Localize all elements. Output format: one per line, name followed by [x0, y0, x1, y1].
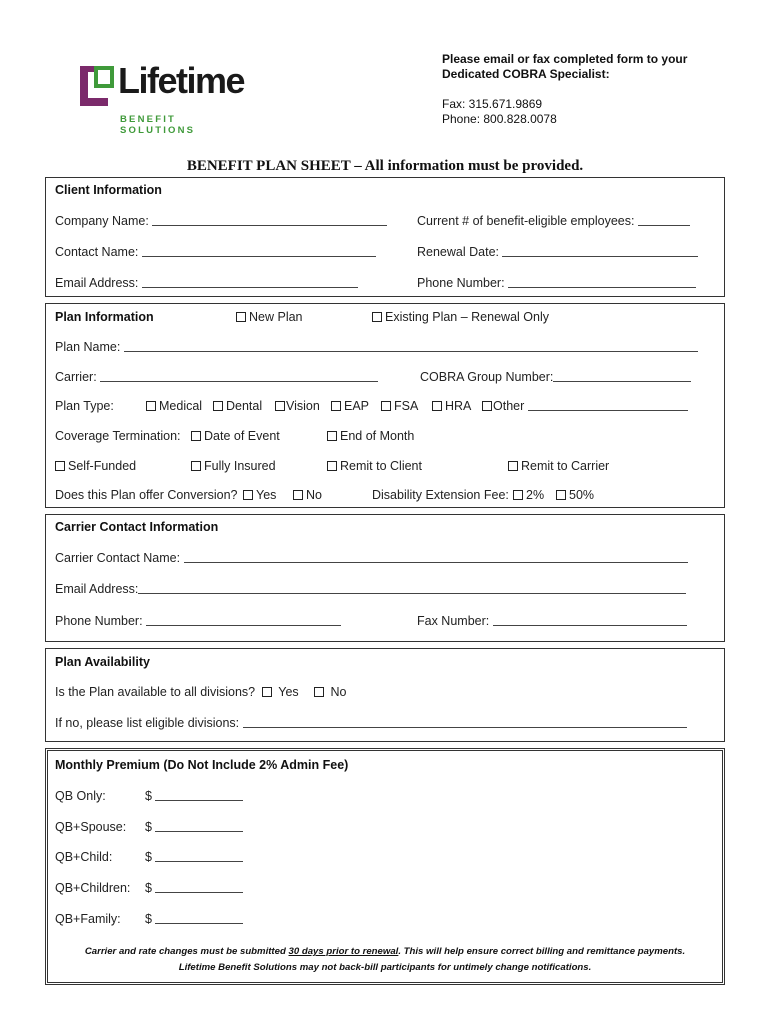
carrier-email-label: Email Address:: [55, 582, 139, 596]
employee-count-label: Current # of benefit-eligible employees:: [417, 214, 635, 228]
self-funded-label: Self-Funded: [68, 459, 137, 473]
premium-row-label: QB+Family:: [55, 912, 121, 926]
fee-2-checkbox[interactable]: [513, 488, 544, 502]
conversion-question: Does this Plan offer Conversion?: [55, 488, 238, 502]
type-dental-checkbox[interactable]: [213, 399, 262, 413]
divisions-no-checkbox[interactable]: [314, 685, 346, 699]
availability-title: Plan Availability: [55, 655, 150, 669]
note-part-2: . This will help ensure correct billing and remittance payments.: [398, 946, 686, 957]
type-medical-label: Medical: [159, 399, 203, 413]
renewal-date-field[interactable]: [417, 245, 698, 259]
carrier-fax-label: Fax Number:: [417, 614, 490, 628]
premium-amount-field[interactable]: [145, 820, 243, 834]
note-part-1: Carrier and rate changes must be submitted: [84, 946, 289, 957]
date-of-event-checkbox[interactable]: [191, 429, 280, 443]
currency-symbol: $: [145, 820, 152, 834]
premium-amount-field[interactable]: [145, 789, 243, 803]
fee-2-label: 2%: [526, 488, 545, 502]
carrier-contact-name-label: Carrier Contact Name:: [55, 551, 181, 565]
currency-symbol: $: [145, 881, 152, 895]
client-phone-label: Phone Number:: [417, 276, 505, 290]
conversion-yes-checkbox[interactable]: [243, 488, 276, 502]
type-fsa-label: FSA: [394, 399, 419, 413]
carrier-phone-label: Phone Number:: [55, 614, 143, 628]
divisions-question: Is the Plan available to all divisions?: [55, 685, 256, 699]
carrier-contact-name-field[interactable]: [55, 551, 688, 565]
carrier-phone-field[interactable]: [55, 614, 341, 628]
type-dental-label: Dental: [226, 399, 263, 413]
disability-fee-label: Disability Extension Fee:: [372, 488, 509, 502]
premium-footnote: [45, 944, 725, 976]
premium-row-label: QB+Children:: [55, 881, 131, 895]
carrier-contact-title: Carrier Contact Information: [55, 520, 219, 534]
currency-symbol: $: [145, 912, 152, 926]
renewal-date-label: Renewal Date:: [417, 245, 499, 259]
type-fsa-checkbox[interactable]: [381, 399, 418, 413]
carrier-label: Carrier:: [55, 370, 97, 384]
phone-number: Phone: 800.828.0078: [442, 112, 557, 126]
type-vision-checkbox[interactable]: [275, 399, 320, 413]
premium-amount-field[interactable]: [145, 850, 243, 864]
plan-type-label: Plan Type:: [55, 399, 114, 413]
divisions-yes-label: Yes: [278, 685, 299, 699]
client-section-title: Client Information: [55, 183, 162, 197]
fully-insured-checkbox[interactable]: [191, 459, 276, 473]
plan-section-title: Plan Information: [55, 310, 154, 324]
self-funded-checkbox[interactable]: [55, 459, 136, 473]
premium-title: Monthly Premium (Do Not Include 2% Admin Fee): [55, 758, 349, 772]
remit-client-checkbox[interactable]: [327, 459, 422, 473]
company-name-field[interactable]: [55, 214, 387, 228]
client-phone-field[interactable]: [417, 276, 696, 290]
group-number-label: COBRA Group Number:: [420, 370, 554, 384]
new-plan-checkbox[interactable]: [236, 310, 303, 324]
submission-instructions: [442, 52, 687, 127]
remit-client-label: Remit to Client: [340, 459, 422, 473]
contact-name-label: Contact Name:: [55, 245, 139, 259]
type-hra-label: HRA: [445, 399, 472, 413]
currency-symbol: $: [145, 789, 152, 803]
company-logo: [80, 60, 250, 136]
type-vision-label: Vision: [286, 399, 320, 413]
contact-name-field[interactable]: [55, 245, 376, 259]
plan-name-field[interactable]: [55, 340, 698, 354]
company-name-label: Company Name:: [55, 214, 149, 228]
new-plan-label: New Plan: [249, 310, 303, 324]
group-number-field[interactable]: [420, 370, 691, 384]
logo-mark-icon: [80, 66, 114, 106]
note-line-2: Lifetime Benefit Solutions may not back-bill participants for untimely change notifications.: [178, 962, 592, 973]
premium-row-label: QB+Spouse:: [55, 820, 127, 834]
end-of-month-checkbox[interactable]: [327, 429, 414, 443]
coverage-termination-label: Coverage Termination:: [55, 429, 181, 443]
remit-carrier-checkbox[interactable]: [508, 459, 609, 473]
eligible-divisions-field[interactable]: [55, 716, 687, 730]
logo-wordmark: Lifetime: [118, 60, 245, 101]
fax-number: Fax: 315.671.9869: [442, 97, 543, 111]
type-other-label: Other: [493, 399, 525, 413]
instruction-line-1: Please email or fax completed form to your: [442, 52, 688, 66]
currency-symbol: $: [145, 850, 152, 864]
premium-row-label: QB+Child:: [55, 850, 113, 864]
instruction-line-2: Dedicated COBRA Specialist:: [442, 67, 610, 81]
logo-tagline: BENEFIT SOLUTIONS: [120, 114, 196, 136]
type-hra-checkbox[interactable]: [432, 399, 471, 413]
conversion-yes-label: Yes: [256, 488, 277, 502]
divisions-yes-checkbox[interactable]: [262, 685, 299, 699]
note-deadline: 30 days prior to renewal: [288, 946, 399, 957]
conversion-no-checkbox[interactable]: [293, 488, 322, 502]
client-email-label: Email Address:: [55, 276, 139, 290]
remit-carrier-label: Remit to Carrier: [521, 459, 610, 473]
fee-50-label: 50%: [569, 488, 595, 502]
end-of-month-label: End of Month: [340, 429, 415, 443]
type-eap-label: EAP: [344, 399, 370, 413]
eligible-divisions-label: If no, please list eligible divisions:: [55, 716, 240, 730]
premium-row-label: QB Only:: [55, 789, 106, 803]
type-medical-checkbox[interactable]: [146, 399, 202, 413]
date-of-event-label: Date of Event: [204, 429, 280, 443]
carrier-email-field[interactable]: [55, 582, 686, 596]
employee-count-field[interactable]: [417, 214, 690, 228]
type-eap-checkbox[interactable]: [331, 399, 369, 413]
conversion-no-label: No: [306, 488, 322, 502]
page-title: BENEFIT PLAN SHEET – All information must be provided.: [186, 158, 584, 174]
existing-plan-label: Existing Plan – Renewal Only: [385, 310, 549, 324]
client-email-field[interactable]: [55, 276, 358, 290]
plan-name-label: Plan Name:: [55, 340, 121, 354]
carrier-fax-field[interactable]: [417, 614, 687, 628]
premium-amount-field[interactable]: [145, 881, 243, 895]
carrier-field[interactable]: [55, 370, 378, 384]
divisions-no-label: No: [330, 685, 347, 699]
type-other-checkbox[interactable]: [482, 399, 688, 413]
fee-50-checkbox[interactable]: [556, 488, 594, 502]
fully-insured-label: Fully Insured: [204, 459, 276, 473]
existing-plan-checkbox[interactable]: [372, 310, 549, 324]
premium-amount-field[interactable]: [145, 912, 243, 926]
